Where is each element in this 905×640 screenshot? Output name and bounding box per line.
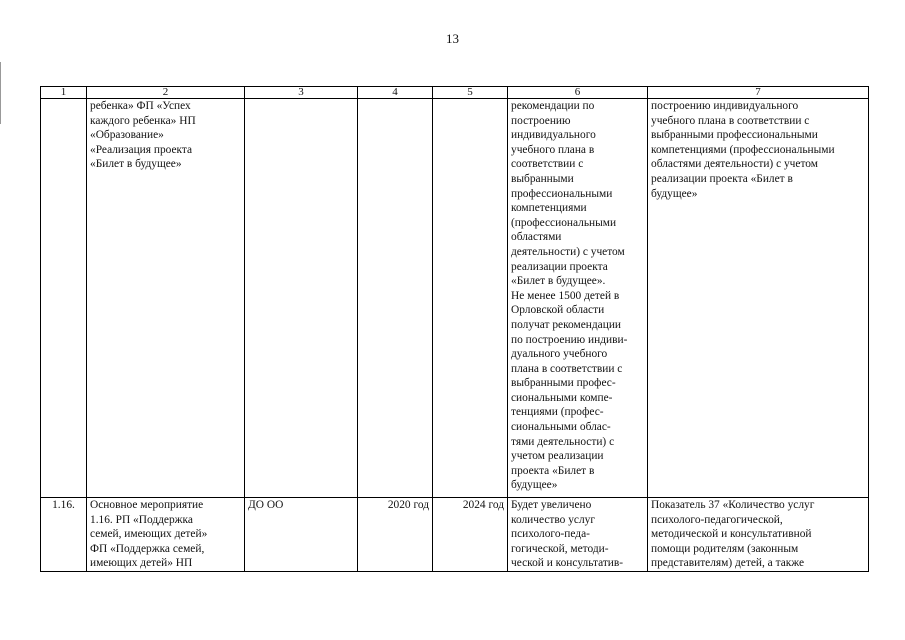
cell-text-line: сиональными компе-	[511, 391, 613, 404]
cell-text-line: областями деятельности) с учетом	[651, 158, 818, 171]
indicator-link-cell	[648, 498, 869, 572]
cell-text-line: реализации проекта	[511, 260, 608, 273]
cell-text-line: плана в соответствии с	[511, 362, 623, 375]
cell-text-line: выбранными профес-	[511, 377, 616, 390]
cell-text-line: ФП «Поддержка семей,	[90, 542, 205, 555]
page-number: 13	[446, 31, 459, 46]
end-year-cell: 2024 год	[433, 498, 508, 572]
cell-text-line: ческой и консультатив-	[511, 557, 624, 570]
cell-text-line: (профессиональными	[511, 216, 617, 229]
expected-result-cell	[508, 99, 648, 498]
header-row	[41, 87, 869, 99]
header-col-3: 3	[245, 87, 358, 99]
cell-text-line: областями	[511, 231, 562, 244]
cell-text-line: индивидуального	[511, 129, 596, 142]
executor-cell: ДО ОО	[245, 498, 358, 572]
cell-text-line: соответствии с	[511, 158, 584, 171]
cell-text-line: Показатель 37 «Количество услуг	[651, 499, 815, 511]
cell-text-line: будущее»	[651, 187, 698, 200]
end-year-cell	[433, 99, 508, 498]
margin-mark	[0, 62, 1, 124]
cell-text-line: учебного плана в соответствии с	[651, 114, 810, 127]
cell-text-line: Не менее 1500 детей в	[511, 289, 620, 302]
cell-text-line: методической и консультативной	[651, 528, 812, 541]
cell-text-line: компетенциями	[511, 202, 587, 215]
table-row	[41, 498, 869, 572]
program-table	[40, 86, 869, 572]
cell-text-line: психолого-педагогической,	[651, 513, 783, 526]
header-col-7: 7	[648, 87, 869, 99]
event-name-cell	[87, 498, 245, 572]
cell-text-line: Будет увеличено	[511, 499, 592, 511]
cell-text-line: представителям) детей, а также	[651, 557, 805, 570]
header-col-4: 4	[358, 87, 433, 99]
cell-text-line: психолого-педа-	[511, 528, 590, 541]
cell-text-line: сиональными облас-	[511, 421, 611, 434]
cell-text-line: помощи родителям (законным	[651, 542, 799, 555]
cell-text-line: 1.16. РП «Поддержка	[90, 513, 193, 526]
start-year-cell	[358, 99, 433, 498]
cell-text-line: реализации проекта «Билет в	[651, 172, 793, 185]
cell-text-line: «Билет в будущее».	[511, 275, 606, 288]
cell-text-line: гогической, методи-	[511, 542, 609, 555]
cell-text-line: «Реализация проекта	[90, 143, 193, 156]
cell-text-line: учетом реализации	[511, 450, 604, 463]
start-year-cell: 2020 год	[358, 498, 433, 572]
cell-text-line: выбранными	[511, 172, 574, 185]
row-number-cell	[41, 99, 87, 498]
cell-text-line: тями деятельности) с	[511, 435, 615, 448]
header-col-6: 6	[508, 87, 648, 99]
cell-text-line: профессиональными	[511, 187, 613, 200]
event-name-cell	[87, 99, 245, 498]
header-col-2: 2	[87, 87, 245, 99]
cell-text-line: семей, имеющих детей»	[90, 528, 208, 541]
cell-text-line: будущее»	[511, 479, 558, 492]
row-number-cell: 1.16.	[41, 498, 87, 572]
cell-text-line: Орловской области	[511, 304, 605, 317]
table-row	[41, 99, 869, 498]
cell-text-line: построению	[511, 114, 571, 127]
cell-text-line: Основное мероприятие	[90, 499, 204, 511]
cell-text-line: построению индивидуального	[651, 100, 799, 112]
cell-text-line: по построению индиви-	[511, 333, 628, 346]
cell-text-line: проекта «Билет в	[511, 464, 595, 477]
cell-text-line: ребенка» ФП «Успех	[90, 100, 191, 112]
header-col-1: 1	[41, 87, 87, 99]
cell-text-line: имеющих детей» НП	[90, 557, 193, 570]
indicator-link-cell	[648, 99, 869, 498]
cell-text-line: получат рекомендации	[511, 318, 622, 331]
cell-text-line: количество услуг	[511, 513, 596, 526]
executor-cell	[245, 99, 358, 498]
header-col-5: 5	[433, 87, 508, 99]
cell-text-line: рекомендации по	[511, 100, 595, 112]
cell-text-line: учебного плана в	[511, 143, 595, 156]
cell-text-line: выбранными профессиональными	[651, 129, 818, 142]
cell-text-line: тенциями (профес-	[511, 406, 604, 419]
expected-result-cell	[508, 498, 648, 572]
cell-text-line: компетенциями (профессиональными	[651, 143, 835, 156]
cell-text-line: «Образование»	[90, 129, 164, 142]
cell-text-line: деятельности) с учетом	[511, 245, 625, 258]
cell-text-line: дуального учебного	[511, 348, 608, 361]
cell-text-line: каждого ребенка» НП	[90, 114, 196, 127]
cell-text-line: «Билет в будущее»	[90, 158, 182, 171]
